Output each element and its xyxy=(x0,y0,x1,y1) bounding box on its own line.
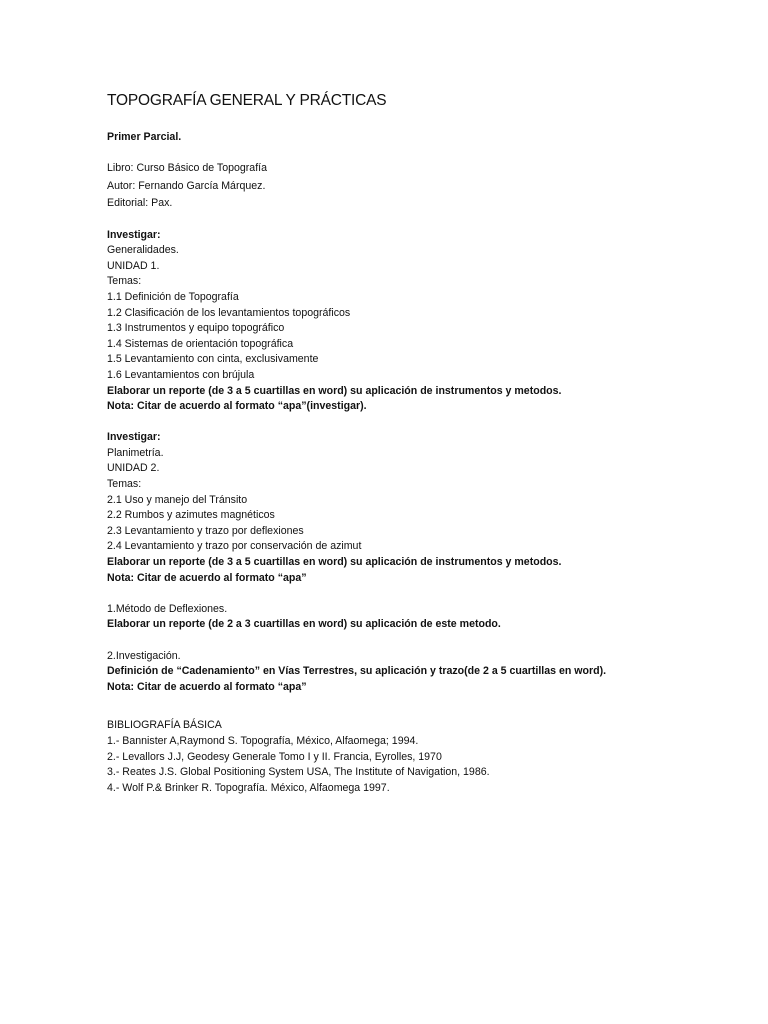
bibliography-item: 1.- Bannister A,Raymond S. Topografía, México, Alfaomega; 1994. xyxy=(107,734,419,747)
unit1-investigar: Investigar: xyxy=(107,228,161,241)
primer-parcial-heading: Primer Parcial. xyxy=(107,131,182,143)
unit1-report: Elaborar un reporte (de 3 a 5 cuartillas en word) su aplicación de instrumentos y metodos. xyxy=(107,384,562,397)
document-page xyxy=(107,90,747,796)
document-title: TOPOGRAFÍA GENERAL Y PRÁCTICAS xyxy=(107,92,387,109)
task2-note: Nota: Citar de acuerdo al formato “apa” xyxy=(107,680,307,693)
unit1-item: 1.4 Sistemas de orientación topográfica xyxy=(107,337,294,350)
unit2-item: 2.3 Levantamiento y trazo por deflexiones xyxy=(107,524,304,537)
unit1-topic: Generalidades. xyxy=(107,244,179,257)
unit1-item: 1.6 Levantamientos con brújula xyxy=(107,368,255,381)
book-libro: Libro: Curso Básico de Topografía xyxy=(107,162,267,175)
task1-report: Elaborar un reporte (de 2 a 3 cuartillas en word) su aplicación de este metodo. xyxy=(107,618,501,631)
book-editorial: Editorial: Pax. xyxy=(107,197,173,210)
bibliography-item: 2.- Levallors J.J, Geodesy Generale Tomo I y II. Francia, Eyrolles, 1970 xyxy=(107,750,442,763)
unit2-item: 2.2 Rumbos y azimutes magnéticos xyxy=(107,509,275,522)
unit2-topic: Planimetría. xyxy=(107,446,164,459)
task1-heading: 1.Método de Deflexiones. xyxy=(107,602,228,615)
unit1-item: 1.1 Definición de Topografía xyxy=(107,290,239,303)
unit1-temas: Temas: xyxy=(107,275,142,288)
unit2-investigar: Investigar: xyxy=(107,431,161,444)
bibliography-heading: BIBLIOGRAFÍA BÁSICA xyxy=(107,719,222,732)
task2-definition: Definición de “Cadenamiento” en Vías Terrestres, su aplicación y trazo(de 2 a 5 cuartillas en word). xyxy=(107,665,607,678)
unit2-note: Nota: Citar de acuerdo al formato “apa” xyxy=(107,571,307,584)
task2-heading: 2.Investigación. xyxy=(107,649,181,662)
bibliography-item: 3.- Reates J.S. Global Positioning System USA, The Institute of Navigation, 1986. xyxy=(107,766,490,779)
unit1-item: 1.3 Instrumentos y equipo topográfico xyxy=(107,322,285,335)
bibliography-item: 4.- Wolf P.& Brinker R. Topografía. México, Alfaomega 1997. xyxy=(107,781,390,794)
unit1-unidad: UNIDAD 1. xyxy=(107,259,160,272)
unit2-item: 2.1 Uso y manejo del Tránsito xyxy=(107,493,248,506)
unit2-temas: Temas: xyxy=(107,478,142,491)
unit1-item: 1.5 Levantamiento con cinta, exclusivamente xyxy=(107,353,319,366)
unit1-item: 1.2 Clasificación de los levantamientos topográficos xyxy=(107,306,351,319)
unit2-item: 2.4 Levantamiento y trazo por conservación de azimut xyxy=(107,540,362,553)
book-autor: Autor: Fernando García Márquez. xyxy=(107,179,266,192)
unit2-unidad: UNIDAD 2. xyxy=(107,462,160,475)
unit2-report: Elaborar un reporte (de 3 a 5 cuartillas en word) su aplicación de instrumentos y metodos. xyxy=(107,556,562,569)
unit1-note: Nota: Citar de acuerdo al formato “apa”(investigar). xyxy=(107,400,367,413)
